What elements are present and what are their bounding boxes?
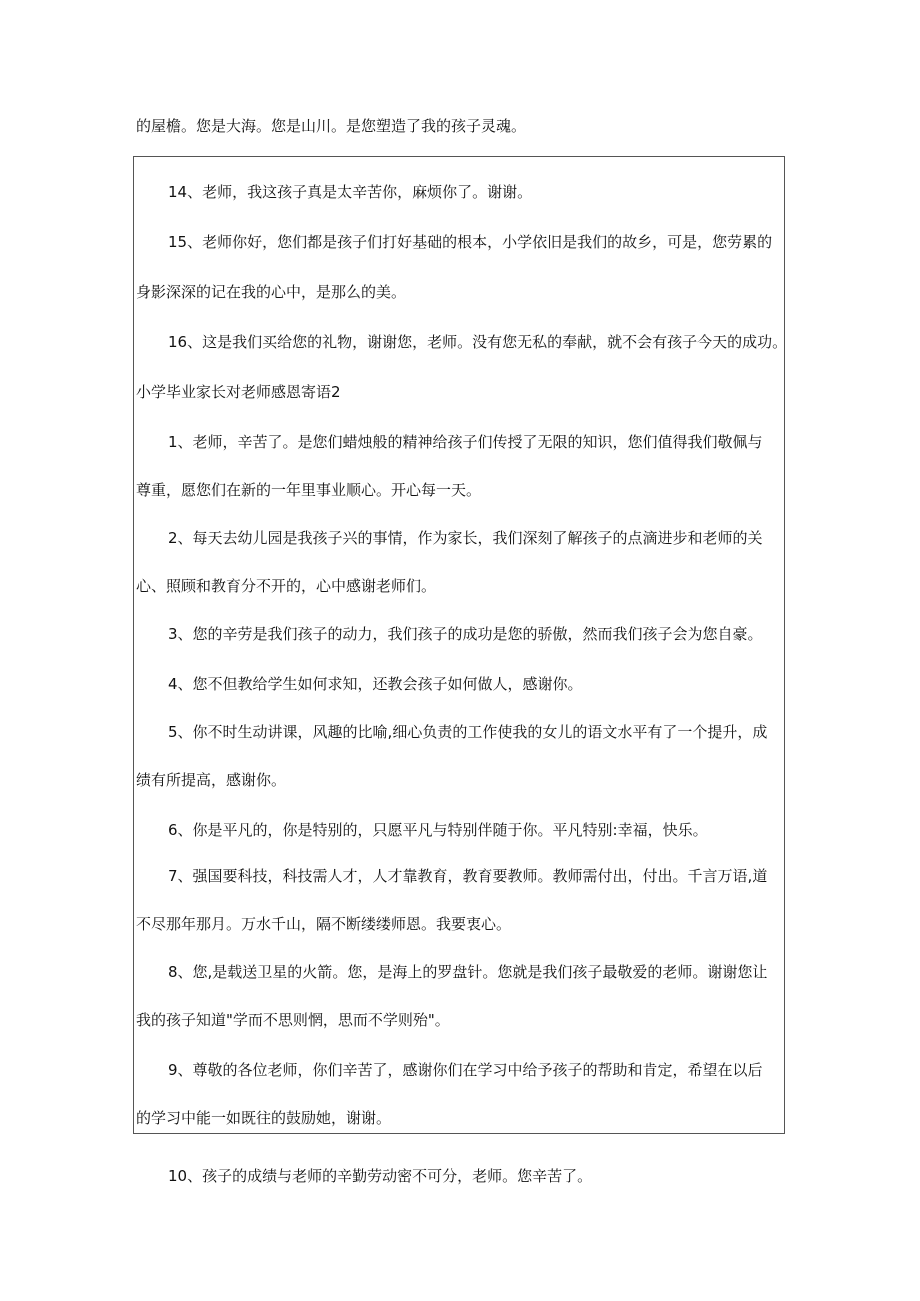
item-7-line-2: 不尽那年那月。万水千山，隔不断缕缕师恩。我要衷心。 (136, 915, 512, 933)
item-14-line-1: 14、老师，我这孩子真是太辛苦你，麻烦你了。谢谢。 (168, 183, 533, 201)
item-1-line-1: 1、老师，辛苦了。是您们蜡烛般的精神给孩子们传授了无限的知识，您们值得我们敬佩与 (168, 433, 763, 451)
item-9-line-1: 9、尊敬的各位老师，你们辛苦了，感谢你们在学习中给予孩子的帮助和肯定，希望在以后 (168, 1061, 763, 1079)
item-7-line-1: 7、强国要科技，科技需人才，人才靠教育，教育要教师。教师需付出，付出。千言万语,道 (168, 867, 768, 885)
section-heading: 小学毕业家长对老师感恩寄语2 (136, 383, 341, 401)
item-1-line-2: 尊重，愿您们在新的一年里事业顺心。开心每一天。 (136, 481, 482, 499)
item-9-line-2: 的学习中能一如既往的鼓励她，谢谢。 (136, 1109, 392, 1127)
item-8-line-2: 我的孩子知道"学而不思则惘，思而不学则殆"。 (136, 1011, 450, 1029)
item-5-line-2: 绩有所提高，感谢你。 (136, 771, 287, 789)
item-16-line-1: 16、这是我们买给您的礼物，谢谢您，老师。没有您无私的奉献，就不会有孩子今天的成功。 (168, 333, 788, 351)
item-2-line-1: 2、每天去幼儿园是我孩子兴的事情，作为家长，我们深刻了解孩子的点滴进步和老师的关 (168, 529, 763, 547)
item-15-line-2: 身影深深的记在我的心中，是那么的美。 (136, 283, 407, 301)
item-2-line-2: 心、照顾和教育分不开的，心中感谢老师们。 (136, 577, 437, 595)
item-3-line-1: 3、您的辛劳是我们孩子的动力，我们孩子的成功是您的骄傲，然而我们孩子会为您自豪。 (168, 625, 763, 643)
item-4-line-1: 4、您不但教给学生如何求知，还教会孩子如何做人，感谢你。 (168, 675, 583, 693)
item-15-line-1: 15、老师你好，您们都是孩子们打好基础的根本，小学依旧是我们的故乡，可是，您劳累的 (168, 233, 773, 251)
item-10-line-1: 10、孩子的成绩与老师的辛勤劳动密不可分，老师。您辛苦了。 (168, 1167, 593, 1185)
bordered-text-box (133, 156, 788, 1134)
item-8-line-1: 8、您,是载送卫星的火箭。您，是海上的罗盘针。您就是我们孩子最敬爱的老师。谢谢您让 (168, 963, 768, 981)
item-6-line-1: 6、你是平凡的，你是特别的，只愿平凡与特别伴随于你。平凡特别:幸福，快乐。 (168, 821, 708, 839)
top-paragraph-line: 的屋檐。您是大海。您是山川。是您塑造了我的孩子灵魂。 (136, 117, 527, 135)
item-5-line-1: 5、你不时生动讲课，风趣的比喻,细心负责的工作使我的女儿的语文水平有了一个提升，成 (168, 723, 768, 741)
